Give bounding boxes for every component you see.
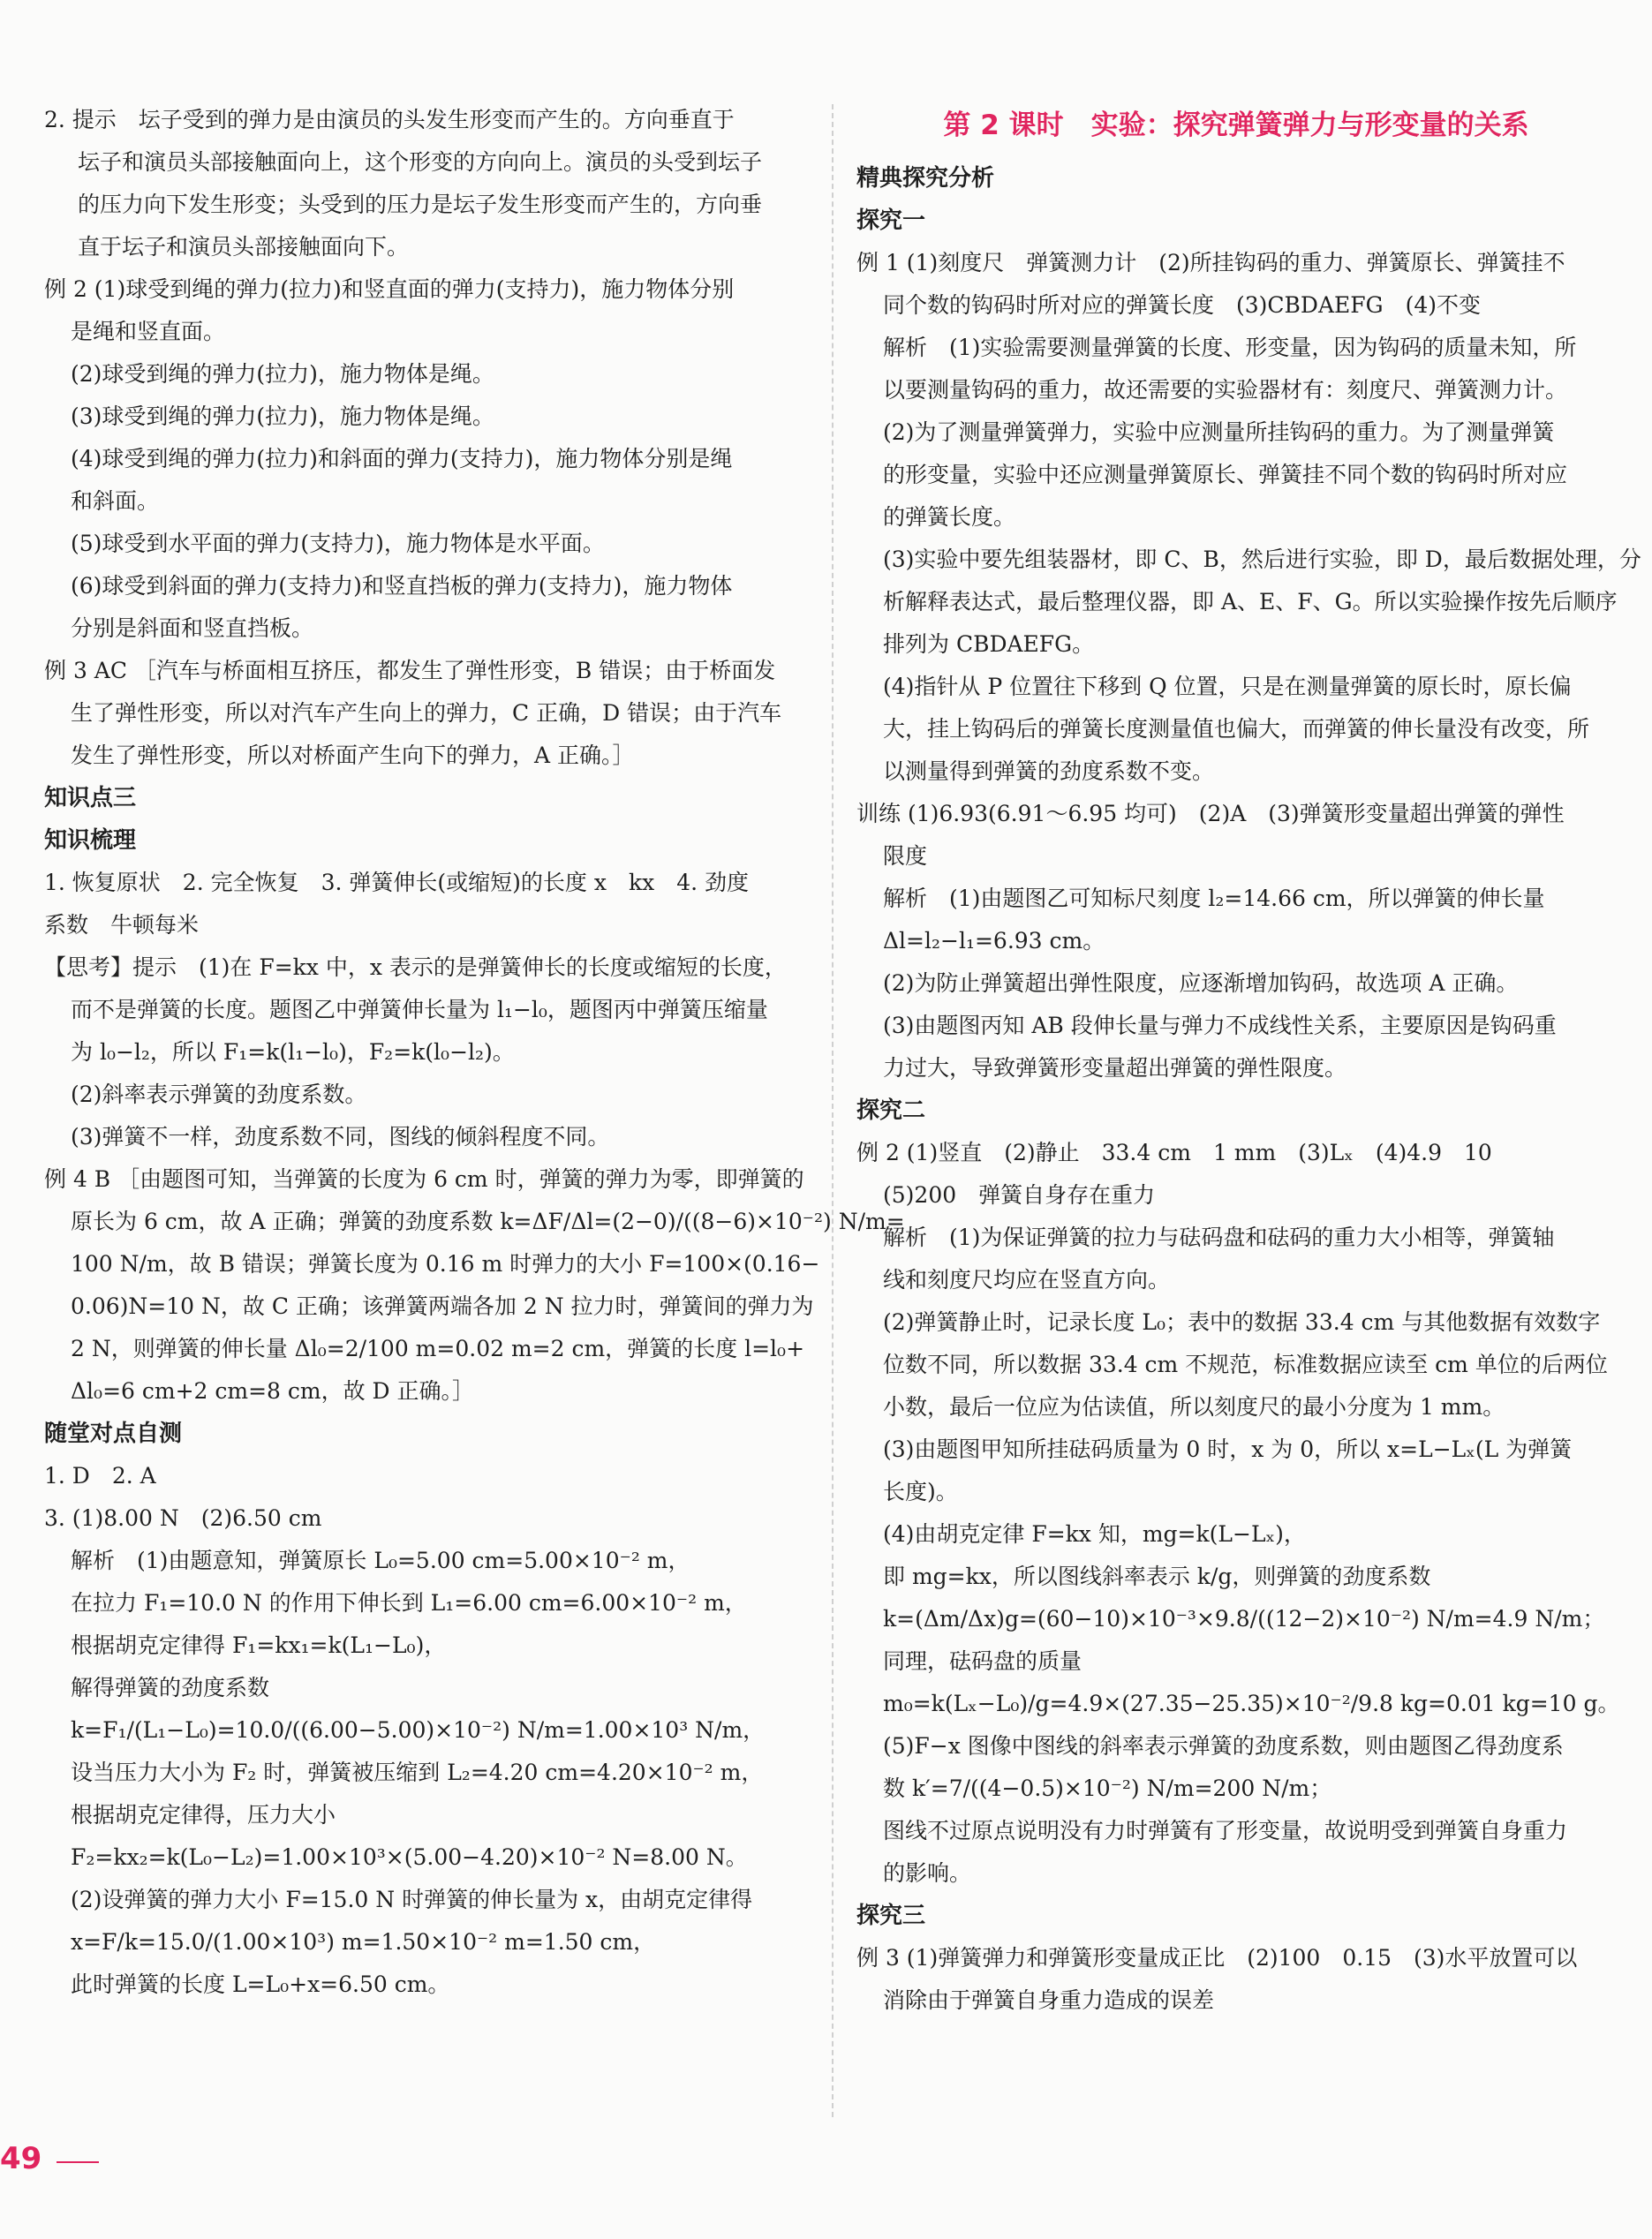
page-number-rule (57, 2161, 99, 2163)
text-line: 100 N/m，故 B 错误；弹簧长度为 0.16 m 时弹力的大小 F=100×(0.16− (71, 1251, 820, 1277)
text-line: (2)为防止弹簧超出弹性限度，应逐渐增加钩码，故选项 A 正确。 (883, 970, 1519, 996)
text-line: 解析 (1)为保证弹簧的拉力与砝码盘和砝码的重力大小相等，弹簧轴 (883, 1225, 1555, 1250)
text-line: 直于坛子和演员头部接触面向下。 (78, 234, 410, 260)
page-number: 49 (0, 2141, 42, 2176)
text-line: 系数 牛顿每米 (44, 912, 200, 938)
text-line: 而不是弹簧的长度。题图乙中弹簧伸长量为 l₁−l₀，题图丙中弹簧压缩量 (71, 997, 768, 1022)
text-line: 在拉力 F₁=10.0 N 的作用下伸长到 L₁=6.00 cm=6.00×10⁻² m， (71, 1590, 747, 1616)
text-line: 小数，最后一位应为估读值，所以刻度尺的最小分度为 1 mm。 (883, 1394, 1505, 1420)
text-line: 即 mg=kx，所以图线斜率表示 k/g，则弹簧的劲度系数 (883, 1564, 1431, 1589)
section-heading: 随堂对点自测 (44, 1421, 183, 1447)
text-line: (2)设弹簧的弹力大小 F=15.0 N 时弹簧的伸长量为 x，由胡克定律得 (71, 1887, 753, 1912)
text-line: 例 3 AC ［汽车与桥面相互挤压，都发生了弹性形变，B 错误；由于桥面发 (44, 658, 776, 683)
text-line: 消除由于弹簧自身重力造成的误差 (883, 1987, 1215, 2013)
text-line: 大，挂上钩码后的弹簧长度测量值也偏大，而弹簧的伸长量没有改变，所 (883, 716, 1590, 742)
text-line: 的影响。 (883, 1860, 972, 1886)
text-line: (4)指针从 P 位置往下移到 Q 位置，只是在测量弹簧的原长时，原长偏 (883, 674, 1572, 699)
text-line: 1. D 2. A (44, 1463, 156, 1489)
text-line: k=F₁/(L₁−L₀)=10.0/((6.00−5.00)×10⁻²) N/m=1.00×10³ N/m， (71, 1717, 766, 1743)
text-line: 和斜面。 (71, 488, 160, 514)
text-line: 坛子和演员头部接触面向上，这个形变的方向向上。演员的头受到坛子 (78, 149, 763, 175)
text-line: (2)为了测量弹簧弹力，实验中应测量所挂钩码的重力。为了测量弹簧 (883, 419, 1555, 445)
text-line: 以测量得到弹簧的劲度系数不变。 (883, 758, 1215, 784)
section-heading: 知识梳理 (44, 827, 137, 854)
text-line: (2)斜率表示弹簧的劲度系数。 (71, 1082, 367, 1107)
text-line: 限度 (883, 843, 928, 869)
text-line: (6)球受到斜面的弹力(支持力)和竖直挡板的弹力(支持力)，施力物体 (71, 573, 733, 599)
text-line: 解析 (1)由题意知，弹簧原长 L₀=5.00 cm=5.00×10⁻² m， (71, 1548, 690, 1573)
column-divider (832, 104, 834, 2117)
text-line: 同个数的钩码时所对应的弹簧长度 (3)CBDAEFG (4)不变 (883, 292, 1481, 318)
text-line: 的压力向下发生形变；头受到的压力是坛子发生形变而产生的，方向垂 (78, 192, 763, 217)
text-line: Δl=l₂−l₁=6.93 cm。 (883, 928, 1105, 954)
text-line: 解得弹簧的劲度系数 (71, 1675, 270, 1700)
text-line: 的弹簧长度。 (883, 504, 1016, 530)
text-line: 析解释表达式，最后整理仪器，即 A、E、F、G。所以实验操作按先后顺序 (883, 589, 1618, 614)
text-line: 以要测量钩码的重力，故还需要的实验器材有：刻度尺、弹簧测力计。 (883, 377, 1568, 403)
text-line: 同理，砝码盘的质量 (883, 1648, 1082, 1674)
section-heading: 探究一 (856, 207, 926, 234)
text-line: 例 2 (1)竖直 (2)静止 33.4 cm 1 mm (3)Lₓ (4)4.9 10 (856, 1140, 1492, 1165)
text-line: 解析 (1)由题图乙可知标尺刻度 l₂=14.66 cm，所以弹簧的伸长量 (883, 886, 1545, 911)
text-line: (5)200 弹簧自身存在重力 (883, 1182, 1156, 1208)
text-line: F₂=kx₂=k(L₀−L₂)=1.00×10³×(5.00−4.20)×10⁻² N=8.00 N。 (71, 1844, 748, 1870)
text-line: 解析 (1)实验需要测量弹簧的长度、形变量，因为钩码的质量未知，所 (883, 335, 1577, 360)
text-line: 图线不过原点说明没有力时弹簧有了形变量，故说明受到弹簧自身重力 (883, 1818, 1568, 1843)
text-line: k=(Δm/Δx)g=(60−10)×10⁻³×9.8/((12−2)×10⁻²) N/m=4.9 N/m； (883, 1606, 1605, 1632)
text-line: 根据胡克定律得 F₁=kx₁=k(L₁−L₀)， (71, 1632, 447, 1658)
section-heading: 探究三 (856, 1903, 926, 1929)
text-line: (4)球受到绳的弹力(拉力)和斜面的弹力(支持力)，施力物体分别是绳 (71, 446, 733, 471)
text-line: 设当压力大小为 F₂ 时，弹簧被压缩到 L₂=4.20 cm=4.20×10⁻² m， (71, 1760, 764, 1785)
text-line: 例 1 (1)刻度尺 弹簧测力计 (2)所挂钩码的重力、弹簧原长、弹簧挂不 (856, 250, 1565, 275)
text-line: (3)弹簧不一样，劲度系数不同，图线的倾斜程度不同。 (71, 1124, 610, 1150)
text-line: 为 l₀−l₂，所以 F₁=k(l₁−l₀)，F₂=k(l₀−l₂)。 (71, 1039, 515, 1065)
text-line: 是绳和竖直面。 (71, 319, 226, 344)
text-line: 原长为 6 cm，故 A 正确；弹簧的劲度系数 k=ΔF/Δl=(2−0)/((8−6)×10⁻²) N/m= (71, 1209, 905, 1234)
text-line: 长度)。 (883, 1479, 958, 1504)
text-line: (3)由题图丙知 AB 段伸长量与弹力不成线性关系，主要原因是钩码重 (883, 1013, 1557, 1038)
text-line: x=F/k=15.0/(1.00×10³) m=1.50×10⁻² m=1.50 cm， (71, 1929, 656, 1955)
text-line: m₀=k(Lₓ−L₀)/g=4.9×(27.35−25.35)×10⁻²/9.8 kg=0.01 kg=10 g。 (883, 1691, 1620, 1716)
text-line: (3)由题图甲知所挂砝码质量为 0 时，x 为 0，所以 x=L−Lₓ(L 为弹簧 (883, 1436, 1573, 1462)
text-line: 数 k′=7/((4−0.5)×10⁻²) N/m=200 N/m； (883, 1775, 1332, 1801)
text-line: 分别是斜面和竖直挡板。 (71, 615, 314, 641)
text-line: 排列为 CBDAEFG。 (883, 631, 1095, 657)
text-line: (2)球受到绳的弹力(拉力)，施力物体是绳。 (71, 361, 494, 387)
text-line: 根据胡克定律得，压力大小 (71, 1802, 336, 1828)
text-line: 2 N，则弹簧的伸长量 Δl₀=2/100 m=0.02 m=2 cm，弹簧的长度 l=l₀+ (71, 1336, 805, 1361)
text-line: (5)F−x 图像中图线的斜率表示弹簧的劲度系数，则由题图乙得劲度系 (883, 1733, 1564, 1759)
lesson-title: 第 2 课时 实验：探究弹簧弹力与形变量的关系 (943, 109, 1529, 141)
text-line: (4)由胡克定律 F=kx 知，mg=k(L−Lₓ)， (883, 1521, 1306, 1547)
text-line: 2. 提示 坛子受到的弹力是由演员的头发生形变而产生的。方向垂直于 (44, 107, 735, 132)
text-line: 此时弹簧的长度 L=L₀+x=6.50 cm。 (71, 1971, 450, 1997)
text-line: 的形变量，实验中还应测量弹簧原长、弹簧挂不同个数的钩码时所对应 (883, 462, 1568, 487)
text-line: Δl₀=6 cm+2 cm=8 cm，故 D 正确。］ (71, 1378, 475, 1404)
section-heading: 探究二 (856, 1097, 926, 1124)
text-line: 0.06)N=10 N，故 C 正确；该弹簧两端各加 2 N 拉力时，弹簧间的弹力为 (71, 1293, 814, 1319)
text-line: 生了弹性形变，所以对汽车产生向上的弹力，C 正确，D 错误；由于汽车 (71, 700, 782, 726)
text-line: (2)弹簧静止时，记录长度 L₀；表中的数据 33.4 cm 与其他数据有效数字 (883, 1309, 1601, 1335)
text-line: 发生了弹性形变，所以对桥面产生向下的弹力，A 正确。］ (71, 743, 635, 768)
text-line: 例 4 B ［由题图可知，当弹簧的长度为 6 cm 时，弹簧的弹力为零，即弹簧的 (44, 1166, 804, 1192)
text-line: 力过大，导致弹簧形变量超出弹簧的弹性限度。 (883, 1055, 1347, 1081)
text-line: 位数不同，所以数据 33.4 cm 不规范，标准数据应读至 cm 单位的后两位 (883, 1352, 1608, 1377)
text-line: (3)实验中要先组装器材，即 C、B，然后进行实验，即 D，最后数据处理，分 (883, 547, 1641, 572)
text-line: (3)球受到绳的弹力(拉力)，施力物体是绳。 (71, 403, 494, 429)
right-column (856, 99, 1641, 2022)
right-column-lines (856, 157, 1641, 2022)
text-line: 例 2 (1)球受到绳的弹力(拉力)和竖直面的弹力(支持力)，施力物体分别 (44, 276, 735, 302)
text-line: 【思考】提示 (1)在 F=kx 中，x 表示的是弹簧伸长的长度或缩短的长度， (44, 954, 787, 980)
text-line: 例 3 (1)弹簧弹力和弹簧形变量成正比 (2)100 0.15 (3)水平放置可以 (856, 1945, 1578, 1971)
text-line: 线和刻度尺均应在竖直方向。 (883, 1267, 1171, 1293)
text-line: 3. (1)8.00 N (2)6.50 cm (44, 1505, 322, 1531)
section-heading: 精典探究分析 (856, 165, 995, 192)
text-line: (5)球受到水平面的弹力(支持力)，施力物体是水平面。 (71, 531, 605, 556)
section-heading: 知识点三 (44, 785, 137, 811)
text-line: 训练 (1)6.93(6.91～6.95 均可) (2)A (3)弹簧形变量超出弹簧的弹性 (856, 801, 1565, 826)
text-line: 1. 恢复原状 2. 完全恢复 3. 弹簧伸长(或缩短)的长度 x kx 4. 劲度 (44, 870, 750, 895)
